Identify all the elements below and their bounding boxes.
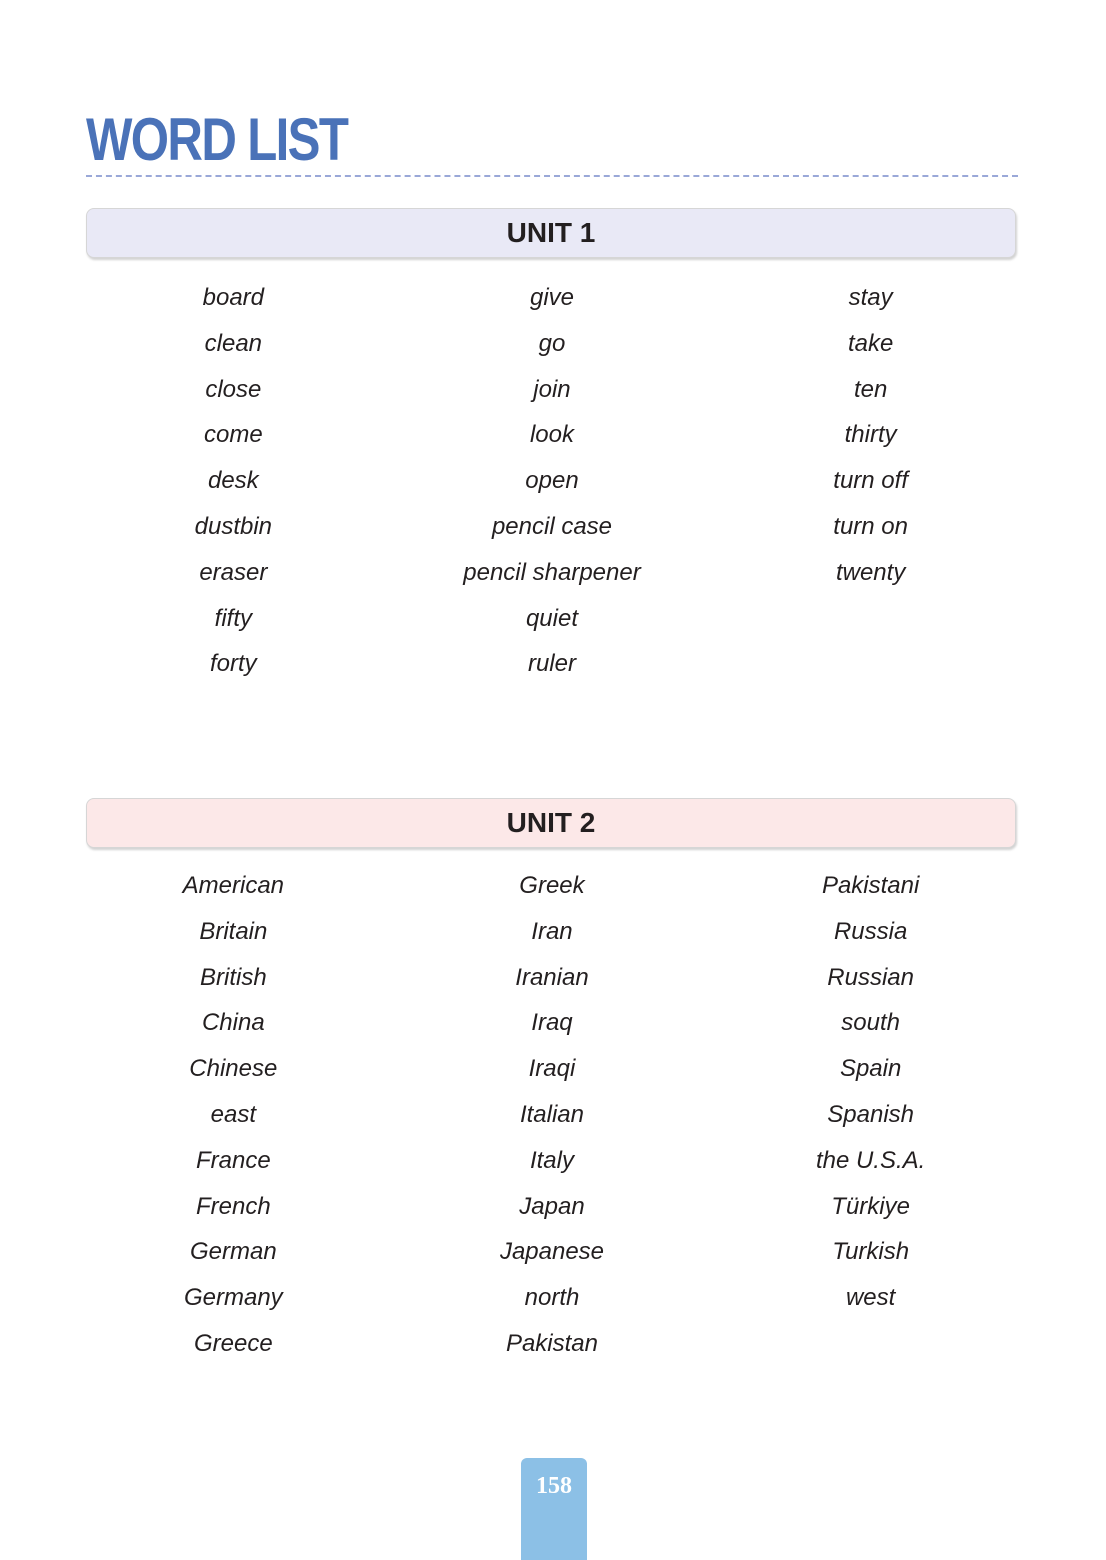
word-list-item: forty <box>209 650 257 678</box>
word-list-item: turn off <box>833 467 908 495</box>
page-number-tab <box>521 1458 587 1560</box>
word-list-item: Italian <box>519 1100 584 1128</box>
unit-2-word-column <box>393 863 712 1367</box>
word-list-item: join <box>533 375 571 403</box>
unit-1-word-grid <box>74 275 1030 687</box>
unit-1-word-column <box>711 275 1030 687</box>
word-list-item: German <box>189 1238 277 1266</box>
word-list-item: Britain <box>199 917 268 945</box>
word-list-item: stay <box>848 284 893 311</box>
word-list-item: eraser <box>199 558 268 586</box>
word-list-item: twenty <box>835 558 906 586</box>
unit-2-word-column <box>711 863 1030 1367</box>
word-list-item: ten <box>853 375 888 403</box>
word-list-item: quiet <box>525 604 578 632</box>
word-list-item: Russian <box>827 963 914 991</box>
word-list-item: China <box>201 1009 265 1037</box>
word-list-item: go <box>538 329 566 357</box>
word-list-item: Japan <box>519 1192 585 1220</box>
title-divider <box>86 175 1018 177</box>
word-list-item: Italy <box>529 1146 574 1174</box>
word-list-item: the U.S.A. <box>815 1146 926 1174</box>
word-list-item: Spain <box>839 1055 902 1083</box>
word-list-item: east <box>210 1100 257 1128</box>
word-list-item: ruler <box>527 650 576 678</box>
word-list-item: Russia <box>833 917 908 945</box>
word-list-item: board <box>202 284 265 311</box>
word-list-item: open <box>525 467 579 495</box>
word-list-item: close <box>205 375 262 403</box>
word-list-item: give <box>529 284 574 311</box>
word-list-item: Japanese <box>499 1238 605 1266</box>
unit-1-word-column <box>74 275 393 687</box>
word-list-item: south <box>841 1009 900 1037</box>
unit-1-word-column <box>393 275 712 687</box>
word-list-item: pencil sharpener <box>463 558 641 586</box>
page-number: 158 <box>536 1473 572 1499</box>
word-list-item: Germany <box>183 1284 283 1312</box>
word-list-item: Chinese <box>189 1055 278 1083</box>
page-title: WORD LIST <box>86 106 348 173</box>
word-list-item: Iranian <box>515 963 589 991</box>
word-list-item: Iraqi <box>528 1055 576 1083</box>
word-list-item: British <box>199 963 267 991</box>
word-list-item: take <box>847 329 894 357</box>
unit-1-header <box>86 208 1016 258</box>
word-list-item: clean <box>204 329 263 357</box>
word-list-item: France <box>195 1146 271 1174</box>
unit-2-word-column <box>74 863 393 1367</box>
word-list-item: come <box>203 421 263 449</box>
word-list-item: west <box>845 1284 896 1312</box>
word-list-item: dustbin <box>194 512 273 540</box>
word-list-item: turn on <box>833 512 908 540</box>
unit-1-heading: UNIT 1 <box>506 217 596 248</box>
unit-2-header <box>86 798 1016 848</box>
word-list-item: thirty <box>844 421 897 449</box>
word-list-item: Greek <box>519 872 585 899</box>
word-list-item: Turkish <box>832 1238 910 1266</box>
word-list-item: Pakistan <box>505 1329 599 1357</box>
word-list-item: look <box>529 421 574 449</box>
word-list-item: Greece <box>193 1329 273 1357</box>
word-list-item: Pakistani <box>821 872 920 899</box>
unit-2-word-grid <box>74 863 1030 1367</box>
word-list-item: Spanish <box>827 1100 914 1128</box>
word-list-item: Iran <box>531 917 573 945</box>
word-list-item: Iraq <box>531 1009 573 1037</box>
word-list-item: fifty <box>214 604 252 632</box>
word-list-item: north <box>524 1284 580 1312</box>
unit-2-heading: UNIT 2 <box>506 807 596 838</box>
word-list-item: American <box>182 872 285 899</box>
word-list-item: desk <box>207 467 259 495</box>
word-list-item: French <box>195 1192 271 1220</box>
word-list-item: pencil case <box>491 512 613 540</box>
word-list-item: Türkiye <box>831 1192 910 1220</box>
